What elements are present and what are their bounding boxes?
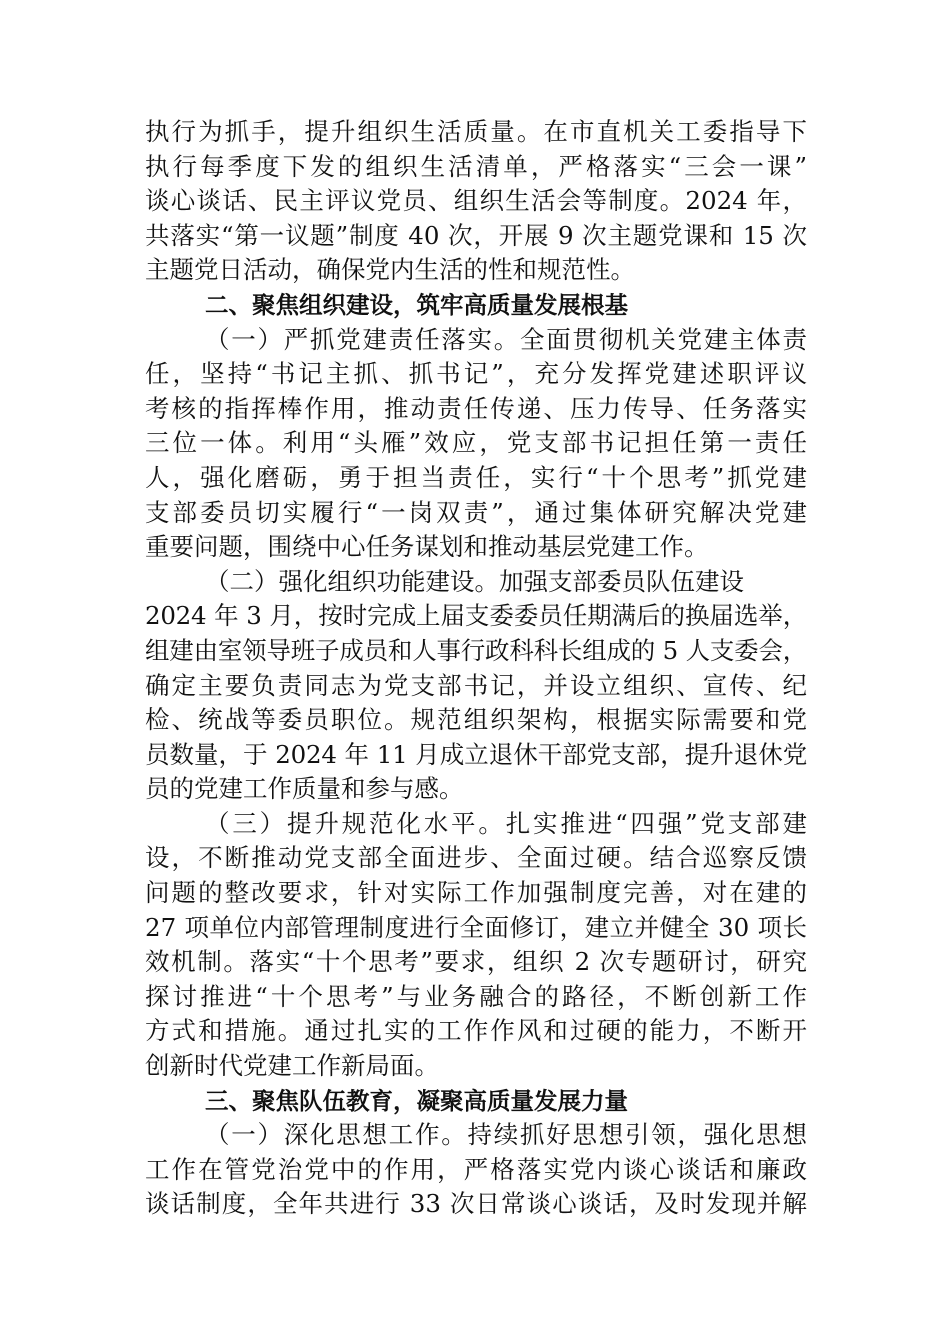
- paragraph-first-line: （一）深化思想工作。持续抓好思想引领，强化思想: [205, 1120, 807, 1150]
- paragraph-first-line: （一）严抓党建责任落实。全面贯彻机关党建主体责: [205, 324, 807, 354]
- body-line: 方式和措施。通过扎实的工作作风和过硬的能力，不断开: [145, 1016, 807, 1046]
- body-line: 工作在管党治党中的作用，严格落实党内谈心谈话和廉政: [145, 1154, 807, 1184]
- body-line: 执行每季度下发的组织生活清单，严格落实“三会一课”: [145, 151, 807, 181]
- body-line: 支部委员切实履行“一岗双责”，通过集体研究解决党建: [145, 497, 807, 527]
- paragraph-first-line: （二）强化组织功能建设。加强支部委员队伍建设: [205, 566, 744, 596]
- body-line: 效机制。落实“十个思考”要求，组织 2 次专题研讨，研究: [145, 947, 807, 977]
- body-line: 创新时代党建工作新局面。: [145, 1051, 439, 1081]
- body-line: 考核的指挥棒作用，推动责任传递、压力传导、任务落实: [145, 393, 807, 423]
- body-line: 执行为抓手，提升组织生活质量。在市直机关工委指导下: [145, 117, 807, 146]
- body-line: 员的党建工作质量和参与感。: [145, 774, 464, 804]
- body-line: 组建由室领导班子成员和人事行政科科长组成的 5 人支委会，: [145, 635, 807, 665]
- document-page: [145, 115, 807, 1222]
- body-line: 主题党日活动，确保党内生活的性和规范性。: [145, 255, 635, 285]
- body-line: 共落实“第一议题”制度 40 次，开展 9 次主题党课和 15 次: [145, 220, 807, 250]
- paragraph-first-line: （三）提升规范化水平。扎实推进“四强”党支部建: [205, 808, 807, 838]
- body-line: 人，强化磨砺，勇于担当责任，实行“十个思考”抓党建: [145, 462, 807, 492]
- body-line: 设，不断推动党支部全面进步、全面过硬。结合巡察反馈: [145, 843, 807, 873]
- body-line: 三位一体。利用“头雁”效应，党支部书记担任第一责任: [145, 428, 807, 458]
- body-line: 问题的整改要求，针对实际工作加强制度完善，对在建的: [145, 878, 807, 908]
- body-line: 谈心谈话、民主评议党员、组织生活会等制度。2024 年，: [145, 186, 807, 216]
- body-line: 2024 年 3 月，按时完成上届支委委员任期满后的换届选举，: [145, 601, 807, 631]
- body-line: 检、统战等委员职位。规范组织架构，根据实际需要和党: [145, 705, 807, 735]
- body-line: 员数量，于 2024 年 11 月成立退休干部党支部，提升退休党: [145, 739, 807, 769]
- section-heading: 二、聚焦组织建设，筑牢高质量发展根基: [205, 290, 628, 319]
- body-line: 任，坚持“书记主抓、抓书记”，充分发挥党建述职评议: [145, 359, 807, 389]
- body-line: 重要问题，围绕中心任务谋划和推动基层党建工作。: [145, 532, 709, 562]
- section-heading: 三、聚焦队伍教育，凝聚高质量发展力量: [205, 1086, 628, 1115]
- body-line: 谈话制度，全年共进行 33 次日常谈心谈话，及时发现并解: [145, 1189, 807, 1219]
- body-line: 27 项单位内部管理制度进行全面修订，建立并健全 30 项长: [145, 912, 807, 942]
- body-line: 确定主要负责同志为党支部书记，并设立组织、宣传、纪: [145, 670, 807, 700]
- body-line: 探讨推进“十个思考”与业务融合的路径，不断创新工作: [145, 981, 807, 1011]
